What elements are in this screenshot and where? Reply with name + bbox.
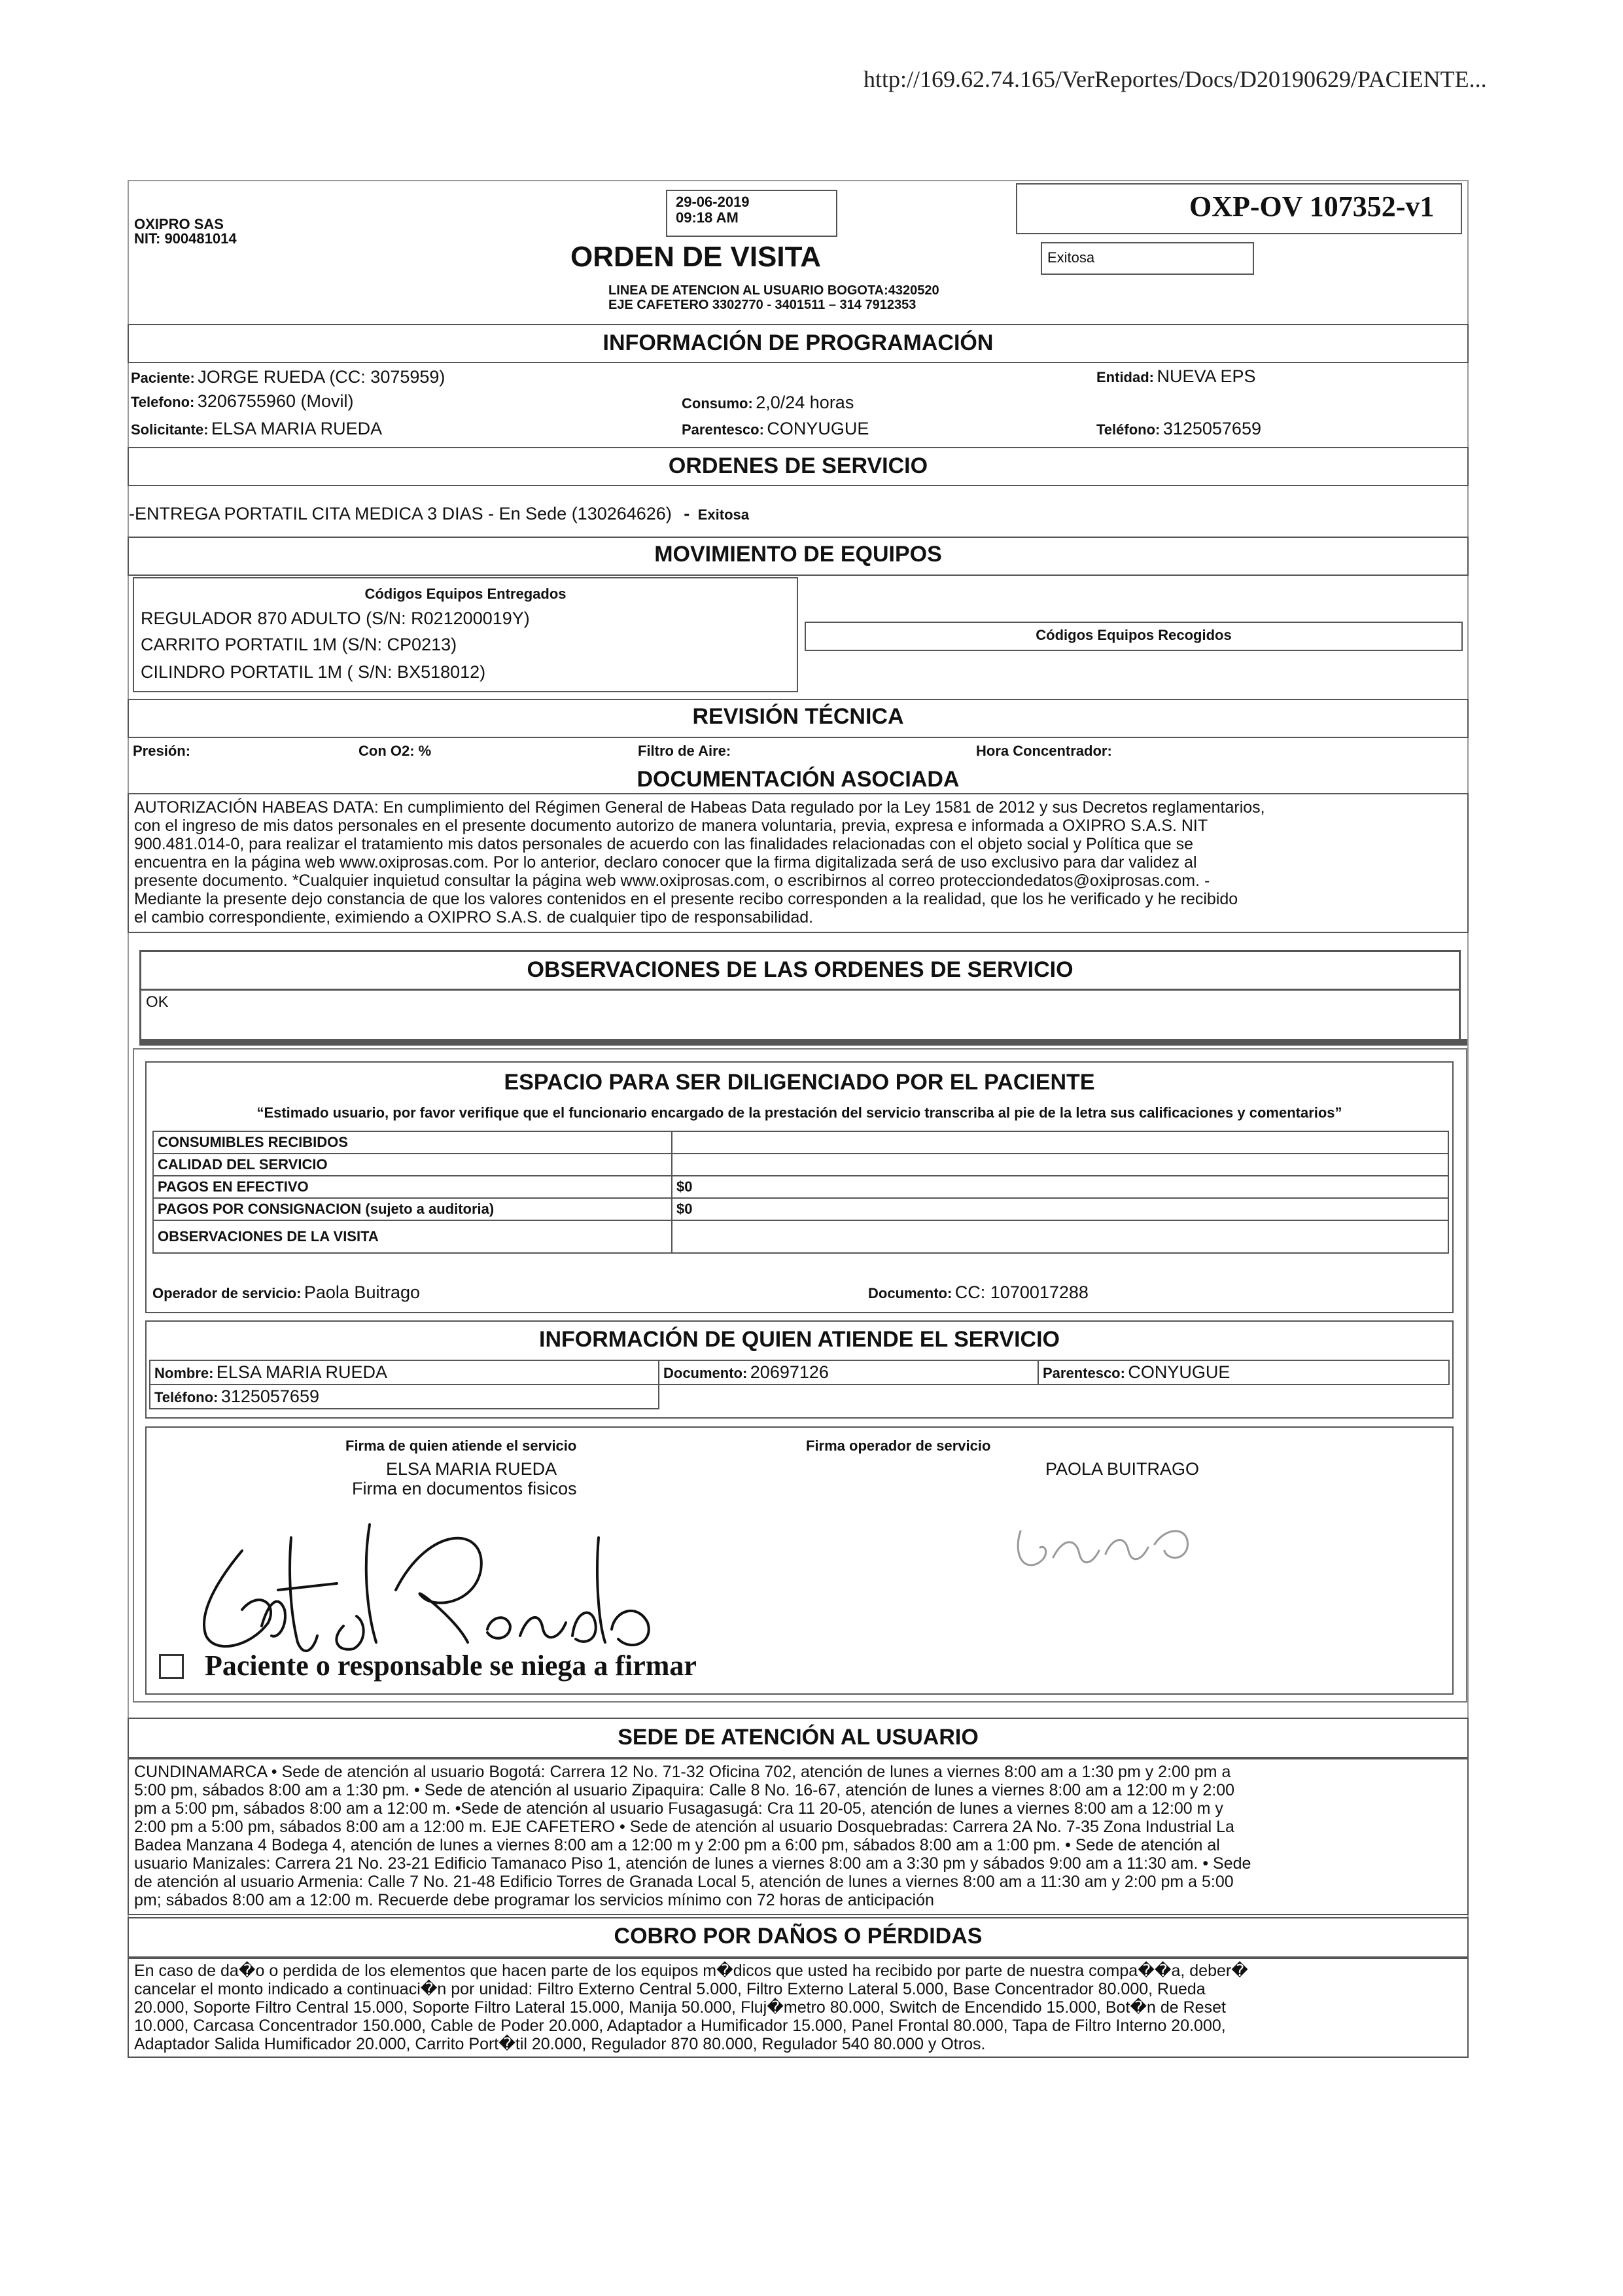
parentesco-value: CONYUGUE <box>767 419 869 438</box>
cobro-line: Adaptador Salida Humificador 20.000, Carrito Port�til 20.000, Regulador 870 80.000, Regulador 540 80.000 y Otros. <box>134 2035 986 2053</box>
documentacion-line: el cambio correspondiente, eximiendo a OXIPRO S.A.S. de cualquier tipo de responsabilidad. <box>134 908 814 927</box>
entregado-item-3: CILINDRO PORTATIL 1M ( S/N: BX518012) <box>141 662 486 682</box>
consumo-label: Consumo: <box>682 395 753 412</box>
atiende-telefono-value: 3125057659 <box>220 1386 319 1406</box>
operador-row <box>152 1282 420 1303</box>
sede-line: Badea Manzana 4 Bodega 4, atención de lunes a viernes 8:00 am a 12:00 m y 2:00 pm a 6:00 pm, sábados 8:00 am a 1:00 pm. • Sede de atención al <box>134 1836 1220 1854</box>
empty-cell <box>1038 1385 1449 1409</box>
paciente-label: Paciente: <box>131 370 195 386</box>
atiende-telefono-label: Teléfono: <box>154 1389 218 1405</box>
equipos-title: MOVIMIENTO DE EQUIPOS <box>654 542 942 567</box>
sede-line: de atención al usuario Armenia: Calle 7 No. 21-48 Edificio Torres de Granada Local 5, atención de lunes a viernes 8:00 am a 11:30 am y 2:00 pm a 5:00 <box>134 1873 1234 1891</box>
page-title: ORDEN DE VISITA <box>570 241 822 273</box>
company-name: OXIPRO SAS <box>134 216 224 232</box>
header-line-1: LINEA DE ATENCION AL USUARIO BOGOTA:4320520 <box>608 283 939 298</box>
recogidos-title: Códigos Equipos Recogidos <box>1036 627 1232 643</box>
documentacion-line: AUTORIZACIÓN HABEAS DATA: En cumplimiento del Régimen General de Habeas Data regulado por la Ley 1581 de 2012 y sus Decretos reglamentarios, <box>134 798 1265 817</box>
table-row <box>150 1360 1449 1385</box>
source-url: http://169.62.74.165/VerReportes/Docs/D20190629/PACIENTE... <box>864 66 1487 92</box>
atiende-parentesco-label: Parentesco: <box>1043 1365 1125 1381</box>
table-row <box>150 1385 1449 1409</box>
row-label: PAGOS POR CONSIGNACION (sujeto a auditoria) <box>153 1198 672 1220</box>
observaciones-text: OK <box>146 993 169 1011</box>
sede-line: CUNDINAMARCA • Sede de atención al usuario Bogotá: Carrera 12 No. 71-32 Oficina 702, atención de lunes a viernes 8:00 am a 1:30 pm y 2:00 pm a <box>134 1763 1231 1781</box>
solicitante-value: ELSA MARIA RUEDA <box>211 419 383 438</box>
paciente-espacio-table <box>152 1131 1449 1254</box>
header-line-2: EJE CAFETERO 3302770 - 3401511 – 314 7912353 <box>608 298 916 312</box>
cobro-text <box>134 1962 1462 2053</box>
consumo-row <box>682 393 854 413</box>
documento-label: Documento: <box>868 1285 952 1301</box>
documentacion-line: con el ingreso de mis datos personales en el presente documento autorizo de manera voluntaria, previa, expresa e informada a OXIPRO S.A.S. NIT <box>134 817 1208 835</box>
table-row <box>153 1154 1448 1176</box>
table-row <box>153 1131 1448 1154</box>
operador-value: Paola Buitrago <box>304 1282 420 1302</box>
sede-text <box>134 1763 1462 1909</box>
hora-label: Hora Concentrador: <box>976 743 1112 759</box>
con-o2-label: Con O2: % <box>358 743 432 759</box>
paciente-value: JORGE RUEDA (CC: 3075959) <box>198 367 445 387</box>
cobro-line: En caso de da�o o perdida de los elementos que hacen parte de los equipos m�dicos que usted ha recibido por parte de nuestra compa��a, deber� <box>134 1962 1248 1980</box>
firma-atiende-label: Firma de quien atiende el servicio <box>345 1438 577 1454</box>
cobro-title: COBRO POR DAÑOS O PÉRDIDAS <box>614 1924 983 1949</box>
telefono-row <box>131 391 353 412</box>
parentesco-row <box>682 419 869 439</box>
niega-firmar-label: Paciente o responsable se niega a firmar <box>205 1650 697 1682</box>
atiende-documento-cell <box>659 1360 1038 1385</box>
atiende-nombre-value: ELSA MARIA RUEDA <box>216 1362 387 1382</box>
row-value <box>672 1131 1448 1154</box>
niega-firmar-checkbox[interactable] <box>159 1654 184 1679</box>
presion-label: Presión: <box>133 743 191 759</box>
row-label: PAGOS EN EFECTIVO <box>153 1176 672 1198</box>
row-value: $0 <box>672 1198 1448 1220</box>
documentacion-line: Mediante la presente dejo constancia de que los valores contenidos en el presente recibo corresponden a la realidad, que los he verificado y he recibido <box>134 890 1238 908</box>
orden-item-dash: - <box>684 504 690 523</box>
header-status: Exitosa <box>1047 249 1095 266</box>
documentacion-line: presente documento. *Cualquier inquietud consultar la página web www.oxiprosas.com, o escribirnos al correo protecciondedatos@oxiprosas.com. - <box>134 872 1210 890</box>
empty-cell <box>659 1385 1038 1409</box>
telefono2-value: 3125057659 <box>1162 419 1261 438</box>
sede-line: pm a 5:00 pm, sábados 8:00 am a 12:00 m. •Sede de atención al usuario Fusagasugá: Cra 11 20-05, atención de lunes a viernes 8:00 am a 12:00 m y <box>134 1799 1223 1818</box>
telefono-value: 3206755960 (Movil) <box>197 391 354 411</box>
atiende-parentesco-cell <box>1038 1360 1449 1385</box>
filtro-label: Filtro de Aire: <box>638 743 731 759</box>
atiende-title: INFORMACIÓN DE QUIEN ATIENDE EL SERVICIO <box>539 1327 1060 1352</box>
header-time: 09:18 AM <box>676 209 739 226</box>
table-row <box>153 1220 1448 1253</box>
firma-operador-label: Firma operador de servicio <box>806 1438 991 1454</box>
telefono-label: Telefono: <box>131 394 195 410</box>
patient-signature <box>180 1511 690 1669</box>
atiende-nombre-label: Nombre: <box>154 1365 214 1381</box>
paciente-row <box>131 367 445 387</box>
sede-line: pm; sábados 8:00 am a 12:00 m. Recuerde debe programar los servicios mínimo con 72 horas de anticipación <box>134 1891 934 1909</box>
observaciones-title: OBSERVACIONES DE LAS ORDENES DE SERVICIO <box>527 957 1073 982</box>
row-label: CALIDAD DEL SERVICIO <box>153 1154 672 1176</box>
documentacion-line: encuentra en la página web www.oxiprosas.com. Por lo anterior, declaro conocer que la firma digitalizada será de uso exclusivo para dar validez al <box>134 853 1197 872</box>
documentacion-text <box>134 798 1462 927</box>
row-value <box>672 1154 1448 1176</box>
row-value: $0 <box>672 1176 1448 1198</box>
consumo-value: 2,0/24 horas <box>756 393 854 412</box>
row-value <box>672 1220 1448 1253</box>
table-row <box>153 1198 1448 1220</box>
operador-label: Operador de servicio: <box>152 1285 302 1301</box>
operator-signature <box>1001 1498 1223 1590</box>
header-date: 29-06-2019 <box>676 194 750 210</box>
sede-line: 5:00 pm, sábados 8:00 am a 1:30 pm. • Sede de atención al usuario Zipaquira: Calle 8 No. 16-67, atención de lunes a viernes 8:00 am a 12:00 m y 2:00 <box>134 1781 1235 1799</box>
entidad-value: NUEVA EPS <box>1157 366 1256 386</box>
atiende-documento-label: Documento: <box>663 1365 748 1381</box>
row-label: OBSERVACIONES DE LA VISITA <box>153 1220 672 1253</box>
row-label: CONSUMIBLES RECIBIDOS <box>153 1131 672 1154</box>
sede-line: usuario Manizales: Carrera 21 No. 23-21 Edificio Tamanaco Piso 1, atención de lunes a viernes 8:00 am a 3:30 pm y sábados 9:00 am a 11:30 am. • Sede <box>134 1854 1251 1873</box>
atiende-nombre-cell <box>150 1360 659 1385</box>
telefono2-label: Teléfono: <box>1096 421 1161 438</box>
solicitante-row <box>131 419 382 439</box>
entregado-item-1: REGULADOR 870 ADULTO (S/N: R021200019Y) <box>141 609 530 628</box>
firma-atiende-nombre: ELSA MARIA RUEDA <box>386 1459 557 1479</box>
entidad-row <box>1096 366 1256 387</box>
telefono2-row <box>1096 419 1261 439</box>
documento-row <box>868 1282 1089 1303</box>
entregados-title: Códigos Equipos Entregados <box>364 586 567 602</box>
sede-title: SEDE DE ATENCIÓN AL USUARIO <box>618 1725 979 1750</box>
firma-operador-nombre: PAOLA BUITRAGO <box>1045 1459 1200 1479</box>
documento-value: CC: 1070017288 <box>954 1282 1089 1302</box>
table-row <box>153 1176 1448 1198</box>
revision-title: REVISIÓN TÉCNICA <box>692 704 904 729</box>
sede-line: 2:00 pm a 5:00 pm, sábados 8:00 am a 12:00 m. EJE CAFETERO • Sede de atención al usuario Dosquebradas: Carrera 2A No. 7-35 Zona Industrial La <box>134 1818 1234 1836</box>
atiende-parentesco-value: CONYUGUE <box>1128 1362 1230 1382</box>
atiende-telefono-cell <box>150 1385 659 1409</box>
parentesco-label: Parentesco: <box>682 421 764 438</box>
documentacion-title: DOCUMENTACIÓN ASOCIADA <box>637 767 960 792</box>
order-code: OXP-OV 107352-v1 <box>1189 190 1435 222</box>
orden-item-text: -ENTREGA PORTATIL CITA MEDICA 3 DIAS - En Sede (130264626) <box>129 504 672 523</box>
ordenes-title: ORDENES DE SERVICIO <box>668 453 928 478</box>
cobro-line: cancelar el monto indicado a continuaci�n por unidad: Filtro Externo Central 5.000, Filtro Externo Lateral 5.000, Base Concentrador 80.000, Rueda <box>134 1980 1206 1998</box>
atiende-table <box>149 1360 1450 1409</box>
company-nit: NIT: 900481014 <box>134 230 237 247</box>
cobro-line: 20.000, Soporte Filtro Central 15.000, Soporte Filtro Lateral 15.000, Manija 50.000, Fluj�metro 80.000, Switch de Encendido 15.000, Bot�n de Reset <box>134 1998 1226 2017</box>
cobro-line: 10.000, Carcasa Concentrador 150.000, Cable de Poder 20.000, Adaptador a Humificador 15.000, Panel Frontal 80.000, Tapa de Filtro Interno 20.000, <box>134 2017 1226 2035</box>
paciente-espacio-subtitle: “Estimado usuario, por favor verifique que el funcionario encargado de la prestación del servicio transcriba al pie de la letra sus calificaciones y comentarios” <box>256 1104 1342 1121</box>
paciente-espacio-title: ESPACIO PARA SER DILIGENCIADO POR EL PACIENTE <box>504 1070 1095 1095</box>
firma-atiende-nota: Firma en documentos fisicos <box>352 1479 577 1498</box>
observaciones-shadow <box>139 1039 1467 1046</box>
programacion-title: INFORMACIÓN DE PROGRAMACIÓN <box>602 330 994 355</box>
entidad-label: Entidad: <box>1096 369 1154 385</box>
entregado-item-2: CARRITO PORTATIL 1M (S/N: CP0213) <box>141 635 457 654</box>
solicitante-label: Solicitante: <box>131 421 209 438</box>
documentacion-line: 900.481.014-0, para realizar el tratamiento mis datos personales de acuerdo con las finalidades relacionadas con el objeto social y Política que se <box>134 835 1194 853</box>
atiende-documento-value: 20697126 <box>750 1362 829 1382</box>
orden-item <box>129 504 749 524</box>
orden-item-status: Exitosa <box>697 506 749 523</box>
